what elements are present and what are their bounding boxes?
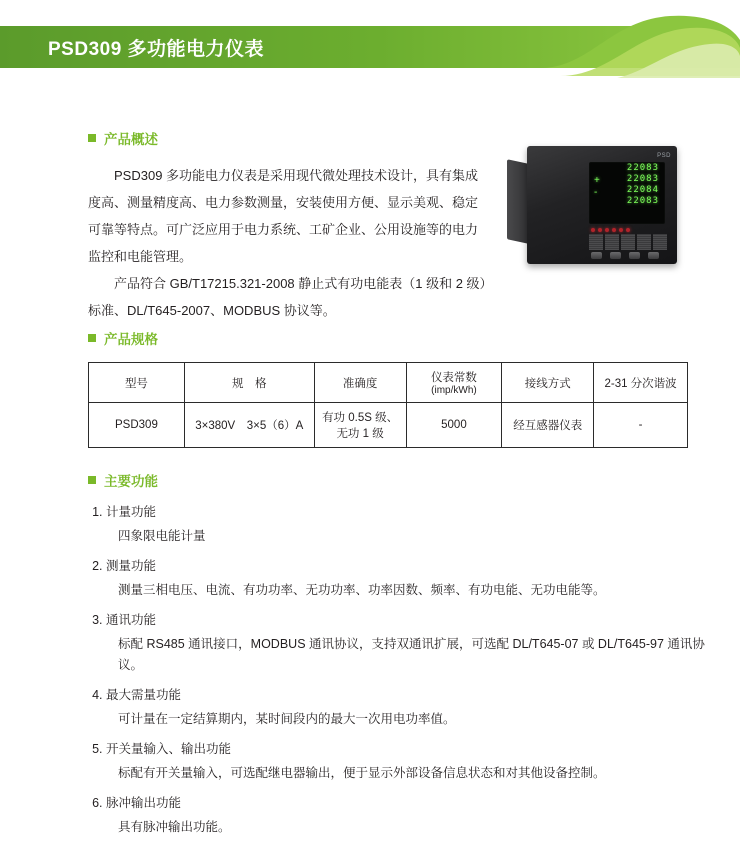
list-item [106,502,708,547]
list-item [106,556,708,601]
feature-description: 可计量在一定结算期内，某时间段内的最大一次用电功率值。 [118,712,456,726]
device-label-cell [605,234,619,250]
list-item [106,685,708,730]
feature-description: 具有脉冲输出功能。 [118,820,231,834]
col-header-constant-label: 仪表常数 [430,372,477,384]
device-button [610,252,621,259]
overview-paragraph: PSD309 多功能电力仪表是采用现代微处理技术设计，具有集成度高、测量精度高、电力参数测量，安装使用方便、显示美观、稳定可靠等特点。可广泛应用于电力系统、工矿企业、公用设施等的电力监控和电能管理。 [88,168,479,264]
feature-title: 测量功能 [106,559,157,573]
device-button [648,252,659,259]
lcd-line: 22083 [626,196,659,206]
cell-wiring: 经互感器仪表 [502,403,594,448]
col-header-harmonic: 2-31 分次谐波 [594,363,688,403]
square-bullet-icon [88,476,96,484]
cell-constant: 5000 [406,403,502,448]
page-title: PSD309 多功能电力仪表 [48,39,265,60]
list-item [106,739,708,784]
device-front-panel [527,146,677,264]
col-header-model: 型号 [89,363,185,403]
feature-title: 计量功能 [106,505,157,519]
device-label-cell [589,234,603,250]
overview-heading-label: 产品概述 [104,132,158,147]
col-header-wiring: 接线方式 [502,363,594,403]
cell-accuracy: 有功 0.5S 级、无功 1 级 [314,403,406,448]
device-button-row [591,252,659,259]
feature-title: 最大需量功能 [106,688,182,702]
lcd-line: 22083 [626,163,659,173]
lcd-line: 22084 [626,185,659,195]
lcd-side-markers: + - [594,175,600,198]
led-indicator [605,228,609,232]
feature-description: 测量三相电压、电流、有功功率、无功功率、功率因数、频率、有功电能、无功电能等。 [118,583,606,597]
col-header-constant [406,363,502,403]
square-bullet-icon [88,334,96,342]
product-photo [505,140,690,270]
features-heading [88,470,708,490]
features-list [88,502,708,838]
feature-title: 开关量输入、输出功能 [106,742,232,756]
led-indicator [626,228,630,232]
device-label-cell [637,234,651,250]
col-header-spec: 规 格 [184,363,314,403]
feature-title: 脉冲输出功能 [106,796,182,810]
led-indicator [619,228,623,232]
device-label-cell [653,234,667,250]
feature-description: 标配有开关量输入，可选配继电器输出，便于显示外部设备信息状态和对其他设备控制。 [118,766,606,780]
device-label-strip [589,234,667,250]
specification-table [88,362,688,448]
led-indicator [612,228,616,232]
device-button [591,252,602,259]
feature-description: 标配 RS485 通讯接口，MODBUS 通讯协议，支持双通讯扩展，可选配 DL/T645-07 或 DL/T645-97 通讯协议。 [118,637,705,672]
led-indicator [598,228,602,232]
device-brand-label: PSD [657,153,671,159]
square-bullet-icon [88,134,96,142]
page-header [0,0,740,78]
device-lcd-screen [589,162,665,224]
led-indicator [591,228,595,232]
features-heading-label: 主要功能 [104,474,158,489]
list-item [106,610,708,676]
device-indicator-leds [591,228,630,232]
table-row [89,403,688,448]
list-item [106,793,708,838]
device-button [629,252,640,259]
cell-model: PSD309 [89,403,185,448]
table-header-row [89,363,688,403]
spec-heading [88,328,688,348]
features-section [88,470,708,847]
overview-body [88,162,488,324]
cell-harmonic: - [594,403,688,448]
spec-heading-label: 产品规格 [104,332,158,347]
overview-paragraph: 产品符合 GB/T17215.321-2008 静止式有功电能表（1 级和 2 级）标准、DL/T645-2007、MODBUS 协议等。 [88,276,487,318]
device-label-cell [621,234,635,250]
feature-title: 通讯功能 [106,613,157,627]
lcd-line: 22083 [626,174,659,184]
cell-spec: 3×380V 3×5（6）A [184,403,314,448]
col-header-accuracy: 准确度 [314,363,406,403]
feature-description: 四象限电能计量 [118,529,206,543]
specification-section [88,328,688,448]
col-header-constant-unit: (imp/kWh) [431,385,477,396]
